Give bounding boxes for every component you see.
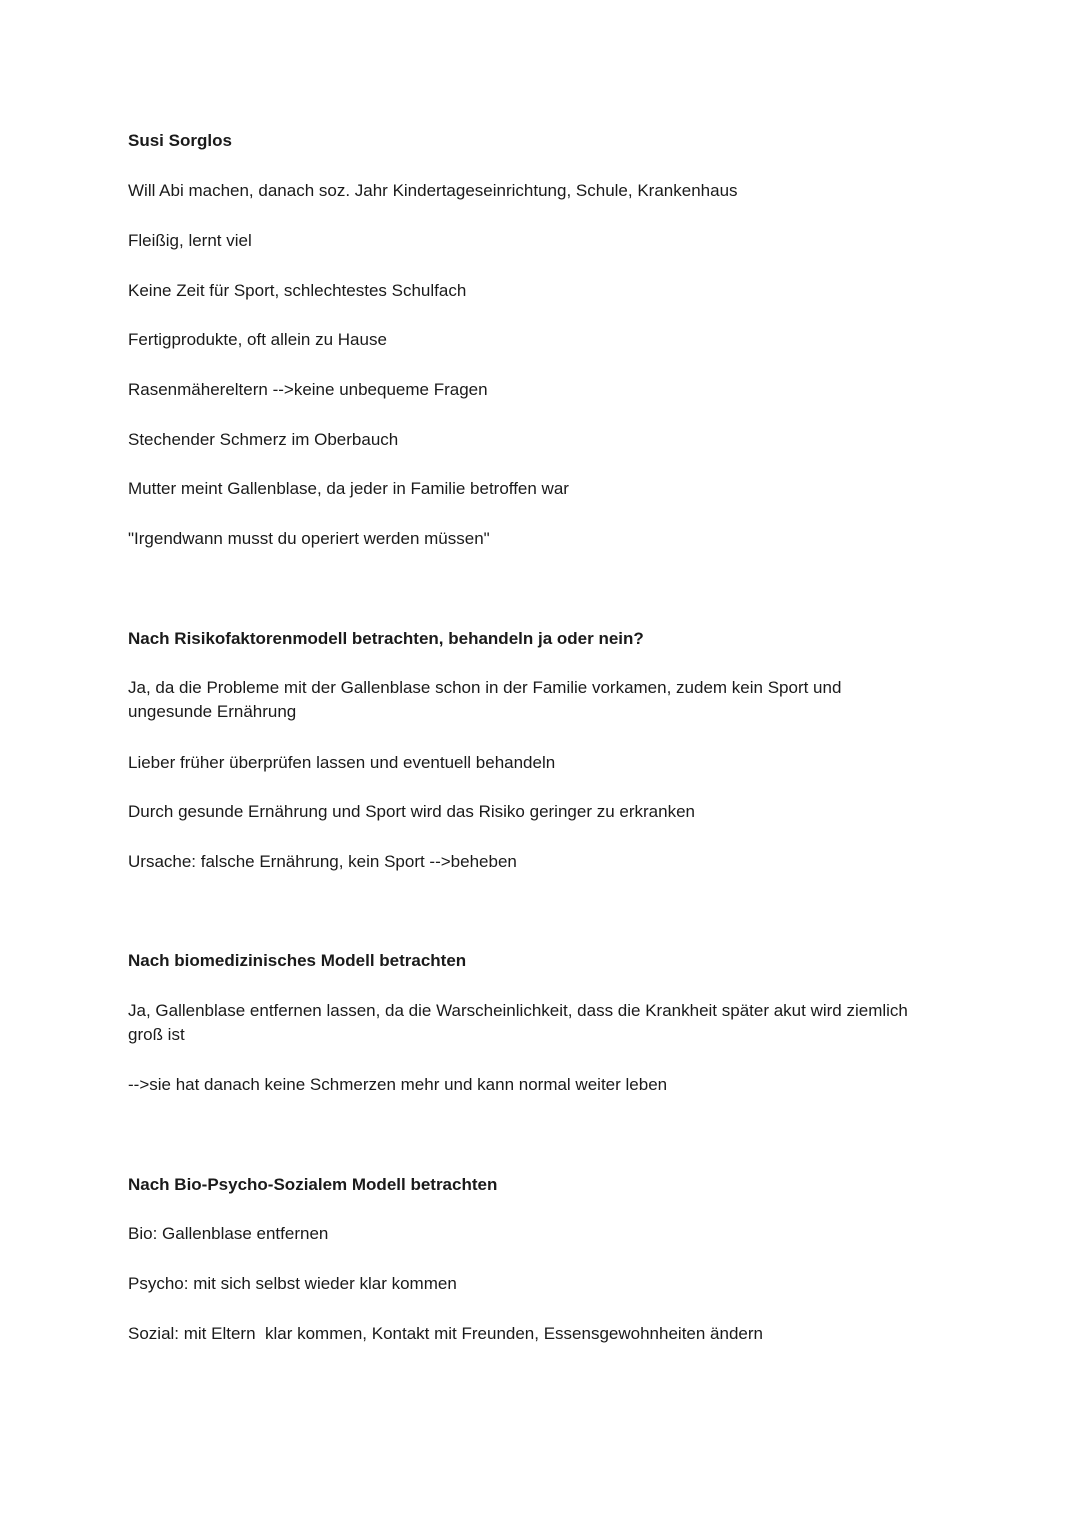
paragraph: Will Abi machen, danach soz. Jahr Kindertageseinrichtung, Schule, Krankenhaus <box>128 181 738 200</box>
paragraph: Fertigprodukte, oft allein zu Hause <box>128 330 387 349</box>
section-heading-susi-sorglos: Susi Sorglos <box>128 131 232 150</box>
paragraph: Bio: Gallenblase entfernen <box>128 1224 329 1243</box>
paragraph: Ja, Gallenblase entfernen lassen, da die Warscheinlichkeit, dass die Krankheit später akut wird ziemlich groß ist <box>128 1001 908 1044</box>
paragraph: Ja, da die Probleme mit der Gallenblase schon in der Familie vorkamen, zudem kein Sport und ungesunde Ernährung <box>128 678 842 721</box>
paragraph: Lieber früher überprüfen lassen und eventuell behandeln <box>128 753 556 772</box>
paragraph: Rasenmähereltern -->keine unbequeme Fragen <box>128 380 488 399</box>
section-heading-risikofaktorenmodell: Nach Risikofaktorenmodell betrachten, behandeln ja oder nein? <box>128 629 644 648</box>
paragraph: Stechender Schmerz im Oberbauch <box>128 430 399 449</box>
paragraph: Durch gesunde Ernährung und Sport wird das Risiko geringer zu erkranken <box>128 802 695 821</box>
section-heading-bio-psycho-sozialem-modell: Nach Bio-Psycho-Sozialem Modell betrachten <box>128 1175 498 1194</box>
paragraph: Fleißig, lernt viel <box>128 231 252 250</box>
paragraph: Psycho: mit sich selbst wieder klar kommen <box>128 1274 457 1293</box>
paragraph: Sozial: mit Eltern klar kommen, Kontakt mit Freunden, Essensgewohnheiten ändern <box>128 1324 763 1343</box>
paragraph: Keine Zeit für Sport, schlechtestes Schulfach <box>128 281 467 300</box>
section-heading-biomedizinisches-modell: Nach biomedizinisches Modell betrachten <box>128 951 467 970</box>
paragraph: Ursache: falsche Ernährung, kein Sport -->beheben <box>128 852 517 871</box>
paragraph: "Irgendwann musst du operiert werden müssen" <box>128 529 490 548</box>
paragraph: -->sie hat danach keine Schmerzen mehr und kann normal weiter leben <box>128 1075 668 1094</box>
paragraph: Mutter meint Gallenblase, da jeder in Familie betroffen war <box>128 479 569 498</box>
